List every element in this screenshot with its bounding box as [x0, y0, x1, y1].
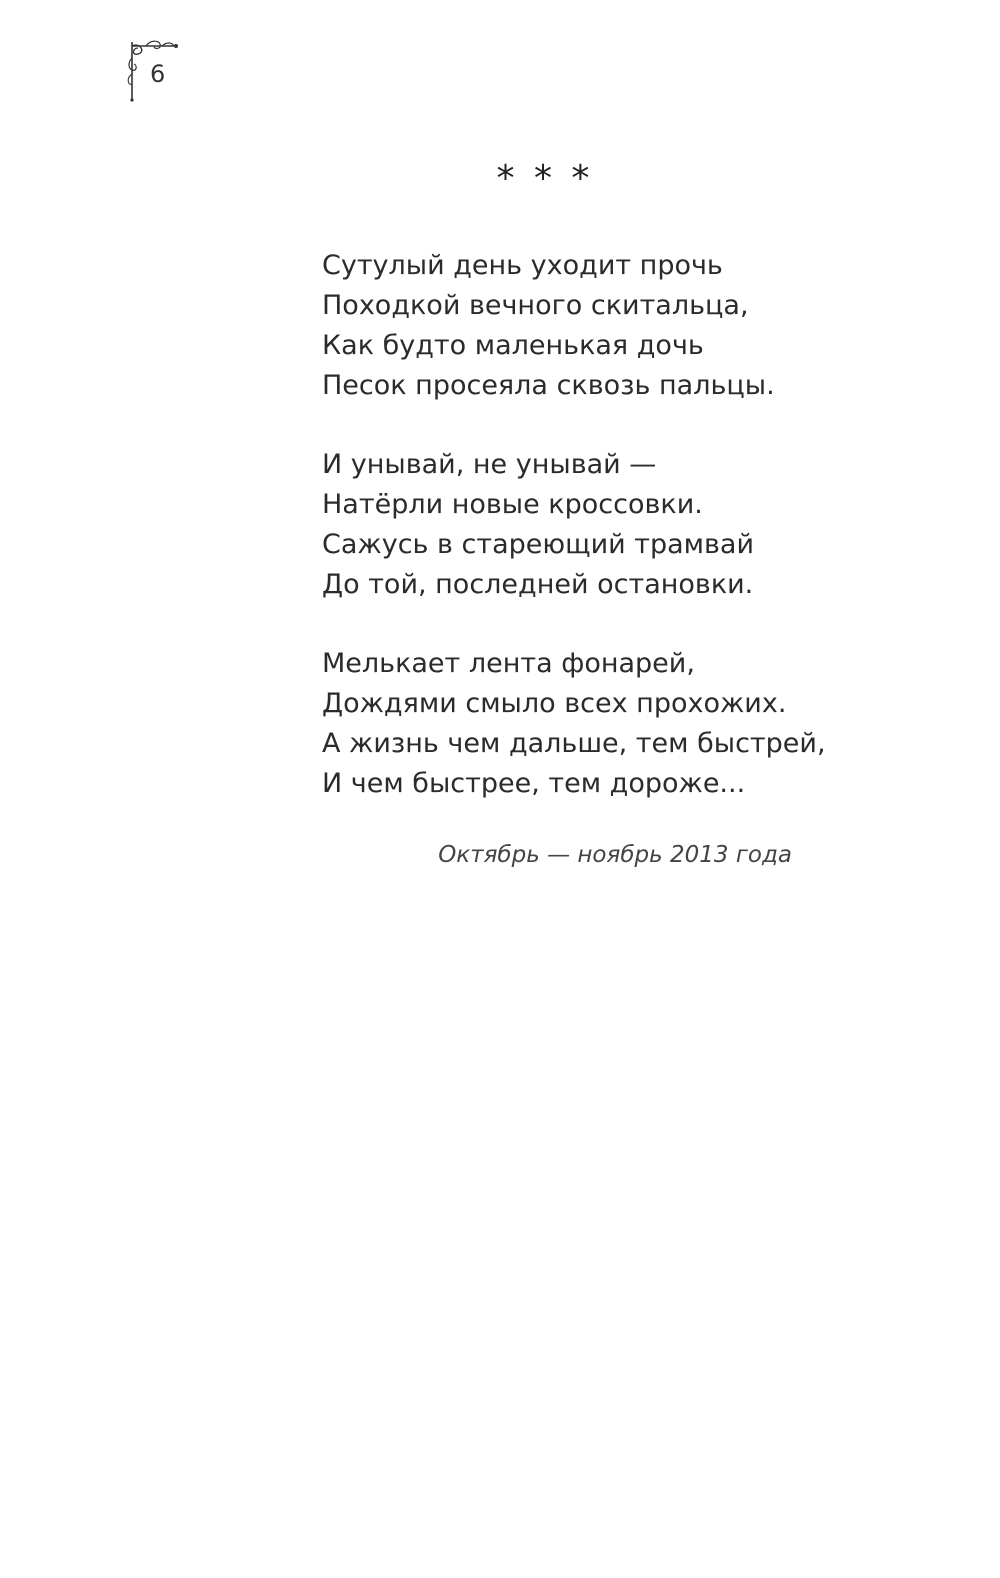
page-number: 6	[150, 60, 166, 88]
poem-line: Сутулый день уходит прочь	[322, 250, 723, 281]
poem-date: Октябрь — ноябрь 2013 года	[438, 842, 792, 868]
poem-body	[322, 246, 882, 843]
poem-line: Сажусь в стареющий трамвай	[322, 529, 755, 560]
poem-line: Походкой вечного скитальца,	[322, 290, 749, 321]
stanza-1	[322, 246, 882, 406]
poem-line: Мелькает лента фонарей,	[322, 648, 695, 679]
poem-line: И унывай, не унывай —	[322, 449, 657, 480]
stanza-2	[322, 445, 882, 605]
poem-line: Натёрли новые кроссовки.	[322, 489, 703, 520]
poem-line: Песок просеяла сквозь пальцы.	[322, 370, 775, 401]
section-separator: * * *	[496, 158, 594, 199]
poem-line: Дождями смыло всех прохожих.	[322, 688, 787, 719]
poem-line: До той, последней остановки.	[322, 569, 754, 600]
poem-line: Как будто маленькая дочь	[322, 330, 704, 361]
poem-line: И чем быстрее, тем дороже...	[322, 768, 746, 799]
stanza-3	[322, 644, 882, 804]
poem-line: А жизнь чем дальше, тем быстрей,	[322, 728, 826, 759]
page-header	[122, 38, 182, 102]
